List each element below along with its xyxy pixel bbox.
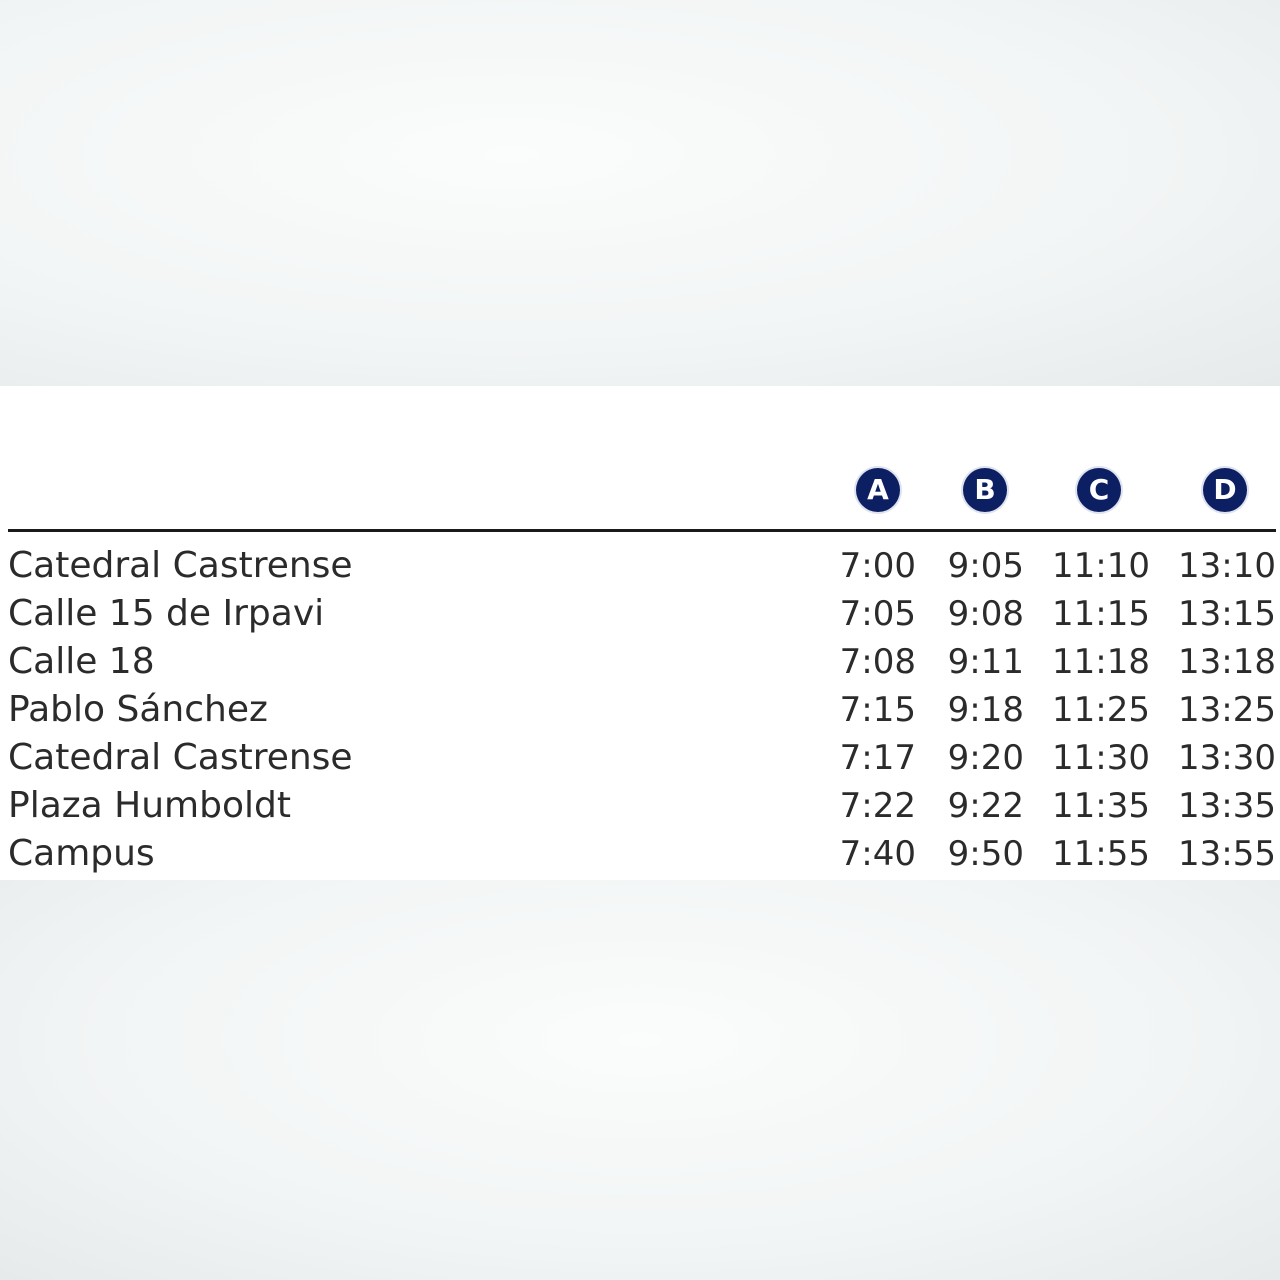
time-d: 13:55 (1178, 834, 1276, 874)
time-a: 7:05 (839, 594, 916, 634)
time-d: 13:18 (1178, 642, 1276, 682)
time-d: 13:35 (1178, 786, 1276, 826)
time-c: 11:15 (1052, 594, 1150, 634)
table-row (0, 590, 1280, 638)
stop-name: Catedral Castrense (8, 737, 353, 778)
table-row (0, 830, 1280, 878)
time-b: 9:05 (947, 546, 1024, 586)
stop-name: Calle 15 de Irpavi (8, 593, 325, 634)
time-d: 13:10 (1178, 546, 1276, 586)
time-b: 9:11 (947, 642, 1024, 682)
time-b: 9:50 (947, 834, 1024, 874)
table-row (0, 782, 1280, 830)
top-background (0, 0, 1280, 386)
time-d: 13:30 (1178, 738, 1276, 778)
time-c: 11:10 (1052, 546, 1150, 586)
time-c: 11:55 (1052, 834, 1150, 874)
time-d: 13:25 (1178, 690, 1276, 730)
time-a: 7:00 (839, 546, 916, 586)
time-a: 7:17 (839, 738, 916, 778)
stop-name: Plaza Humboldt (8, 785, 291, 826)
table-row (0, 686, 1280, 734)
table-row (0, 638, 1280, 686)
column-header-b: B (963, 468, 1007, 512)
time-c: 11:18 (1052, 642, 1150, 682)
column-header-d: D (1203, 468, 1247, 512)
time-a: 7:22 (839, 786, 916, 826)
table-row (0, 734, 1280, 782)
time-b: 9:18 (947, 690, 1024, 730)
table-row (0, 542, 1280, 590)
time-b: 9:08 (947, 594, 1024, 634)
time-b: 9:22 (947, 786, 1024, 826)
bottom-background (0, 880, 1280, 1280)
time-a: 7:15 (839, 690, 916, 730)
stop-name: Pablo Sánchez (8, 689, 268, 730)
time-c: 11:35 (1052, 786, 1150, 826)
time-d: 13:15 (1178, 594, 1276, 634)
stop-name: Campus (8, 833, 155, 874)
stop-name: Catedral Castrense (8, 545, 353, 586)
time-c: 11:25 (1052, 690, 1150, 730)
header-divider (8, 529, 1276, 532)
column-header-c: C (1077, 468, 1121, 512)
time-b: 9:20 (947, 738, 1024, 778)
time-a: 7:08 (839, 642, 916, 682)
time-a: 7:40 (839, 834, 916, 874)
time-c: 11:30 (1052, 738, 1150, 778)
column-header-a: A (856, 468, 900, 512)
stop-name: Calle 18 (8, 641, 155, 682)
